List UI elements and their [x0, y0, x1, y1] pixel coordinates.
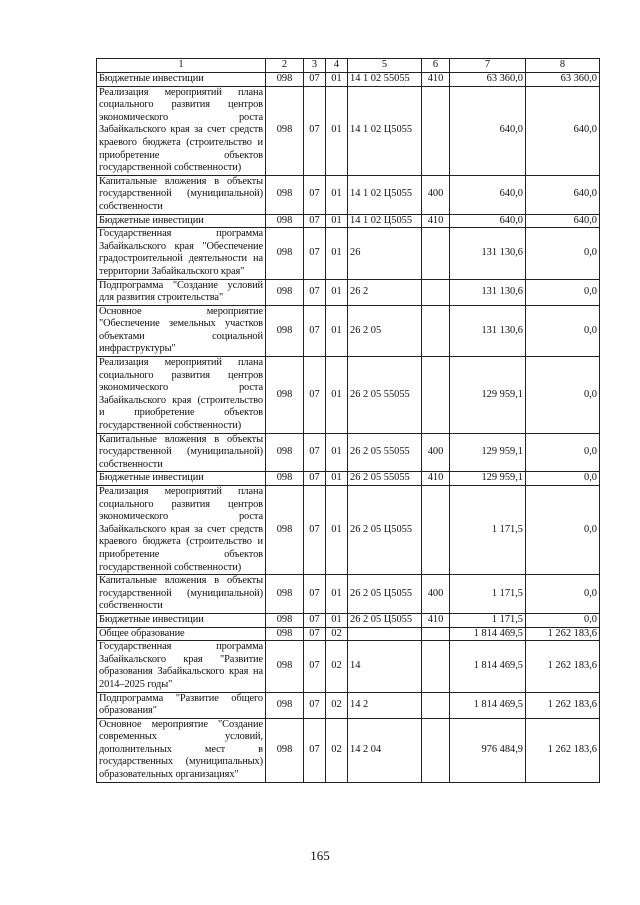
table-row: [97, 627, 600, 641]
cell-section-code: 07: [304, 472, 326, 486]
cell-amount-col7: 640,0: [450, 86, 526, 175]
cell-expense-type: [422, 305, 450, 356]
cell-amount-col8: 1 262 183,6: [526, 692, 600, 718]
cell-section-code: 07: [304, 214, 326, 228]
cell-amount-col7: 640,0: [450, 175, 526, 214]
cell-amount-col8: 0,0: [526, 279, 600, 305]
row-description: Общее образование: [97, 627, 266, 641]
cell-ministry-code: 098: [266, 175, 304, 214]
cell-expense-type: [422, 486, 450, 575]
column-header: 6: [422, 59, 450, 73]
row-description: Государственная программа Забайкальского края "Обеспечение градостроительной деятельности на территории Забайкальского края": [97, 228, 266, 279]
cell-target-article: 14 1 02 Ц5055: [348, 214, 422, 228]
table-row: [97, 718, 600, 782]
table-row: [97, 575, 600, 614]
cell-section-code: 07: [304, 575, 326, 614]
cell-subsection-code: 02: [326, 627, 348, 641]
column-header: 5: [348, 59, 422, 73]
table-row: [97, 472, 600, 486]
column-header: 3: [304, 59, 326, 73]
cell-amount-col7: 1 171,5: [450, 486, 526, 575]
cell-amount-col8: 0,0: [526, 433, 600, 472]
cell-subsection-code: 01: [326, 279, 348, 305]
cell-target-article: 14 1 02 Ц5055: [348, 86, 422, 175]
cell-section-code: 07: [304, 486, 326, 575]
cell-ministry-code: 098: [266, 627, 304, 641]
column-header: 2: [266, 59, 304, 73]
row-description: Реализация мероприятий плана социального развития центров экономического роста Забайкальского края за счет средств краевого бюджета (строительство и приобретение объектов государственной собственности): [97, 486, 266, 575]
cell-expense-type: [422, 279, 450, 305]
cell-section-code: 07: [304, 357, 326, 434]
cell-section-code: 07: [304, 613, 326, 627]
cell-amount-col8: 1 262 183,6: [526, 718, 600, 782]
table-row: [97, 613, 600, 627]
cell-section-code: 07: [304, 641, 326, 692]
cell-amount-col8: 1 262 183,6: [526, 641, 600, 692]
cell-subsection-code: 01: [326, 472, 348, 486]
cell-expense-type: 410: [422, 472, 450, 486]
column-header: 8: [526, 59, 600, 73]
cell-amount-col7: 129 959,1: [450, 433, 526, 472]
cell-amount-col8: 0,0: [526, 613, 600, 627]
cell-subsection-code: 01: [326, 228, 348, 279]
row-description: Подпрограмма "Создание условий для развития строительства": [97, 279, 266, 305]
cell-expense-type: [422, 627, 450, 641]
cell-expense-type: 400: [422, 575, 450, 614]
table-row: [97, 73, 600, 87]
row-description: Бюджетные инвестиции: [97, 73, 266, 87]
cell-expense-type: [422, 86, 450, 175]
cell-amount-col7: 131 130,6: [450, 228, 526, 279]
cell-target-article: 26 2 05 Ц5055: [348, 575, 422, 614]
cell-expense-type: 400: [422, 175, 450, 214]
row-description: Бюджетные инвестиции: [97, 613, 266, 627]
cell-amount-col7: 1 814 469,5: [450, 641, 526, 692]
cell-target-article: [348, 627, 422, 641]
cell-subsection-code: 01: [326, 486, 348, 575]
cell-amount-col8: 0,0: [526, 472, 600, 486]
cell-section-code: 07: [304, 175, 326, 214]
cell-subsection-code: 01: [326, 305, 348, 356]
table-row: [97, 357, 600, 434]
cell-subsection-code: 01: [326, 73, 348, 87]
cell-section-code: 07: [304, 228, 326, 279]
cell-amount-col8: 63 360,0: [526, 73, 600, 87]
table-row: [97, 641, 600, 692]
row-description: Подпрограмма "Развитие общего образования": [97, 692, 266, 718]
cell-amount-col8: 1 262 183,6: [526, 627, 600, 641]
column-header: 4: [326, 59, 348, 73]
cell-ministry-code: 098: [266, 486, 304, 575]
cell-target-article: 26 2 05: [348, 305, 422, 356]
cell-ministry-code: 098: [266, 472, 304, 486]
cell-section-code: 07: [304, 692, 326, 718]
cell-amount-col7: 129 959,1: [450, 472, 526, 486]
cell-ministry-code: 098: [266, 575, 304, 614]
cell-amount-col8: 0,0: [526, 357, 600, 434]
header-row: [97, 59, 600, 73]
cell-expense-type: [422, 228, 450, 279]
row-description: Реализация мероприятий плана социального развития центров экономического роста Забайкальского края за счет средств краевого бюджета (строительство и приобретение объектов государственной собственности): [97, 86, 266, 175]
cell-subsection-code: 02: [326, 692, 348, 718]
cell-amount-col7: 1 171,5: [450, 613, 526, 627]
cell-amount-col7: 131 130,6: [450, 305, 526, 356]
cell-section-code: 07: [304, 73, 326, 87]
cell-target-article: 14: [348, 641, 422, 692]
column-header: 7: [450, 59, 526, 73]
cell-amount-col8: 640,0: [526, 175, 600, 214]
cell-ministry-code: 098: [266, 613, 304, 627]
cell-ministry-code: 098: [266, 73, 304, 87]
cell-target-article: 26 2 05 55055: [348, 472, 422, 486]
row-description: Бюджетные инвестиции: [97, 472, 266, 486]
cell-amount-col7: 1 171,5: [450, 575, 526, 614]
cell-ministry-code: 098: [266, 433, 304, 472]
table-row: [97, 214, 600, 228]
cell-amount-col7: 1 814 469,5: [450, 627, 526, 641]
table-row: [97, 279, 600, 305]
cell-ministry-code: 098: [266, 279, 304, 305]
cell-expense-type: [422, 357, 450, 434]
cell-expense-type: [422, 641, 450, 692]
cell-target-article: 26 2 05 55055: [348, 357, 422, 434]
row-description: Капитальные вложения в объекты государственной (муниципальной) собственности: [97, 575, 266, 614]
cell-ministry-code: 098: [266, 641, 304, 692]
row-description: Капитальные вложения в объекты государственной (муниципальной) собственности: [97, 175, 266, 214]
cell-ministry-code: 098: [266, 692, 304, 718]
cell-target-article: 26 2 05 Ц5055: [348, 613, 422, 627]
cell-subsection-code: 01: [326, 613, 348, 627]
table-row: [97, 175, 600, 214]
cell-ministry-code: 098: [266, 228, 304, 279]
row-description: Капитальные вложения в объекты государственной (муниципальной) собственности: [97, 433, 266, 472]
cell-amount-col7: 131 130,6: [450, 279, 526, 305]
cell-subsection-code: 01: [326, 357, 348, 434]
cell-section-code: 07: [304, 718, 326, 782]
cell-ministry-code: 098: [266, 86, 304, 175]
table-row: [97, 228, 600, 279]
cell-subsection-code: 01: [326, 433, 348, 472]
cell-amount-col7: 63 360,0: [450, 73, 526, 87]
cell-subsection-code: 02: [326, 641, 348, 692]
cell-expense-type: 410: [422, 613, 450, 627]
cell-amount-col7: 640,0: [450, 214, 526, 228]
row-description: Бюджетные инвестиции: [97, 214, 266, 228]
cell-amount-col8: 0,0: [526, 486, 600, 575]
cell-ministry-code: 098: [266, 718, 304, 782]
cell-amount-col8: 0,0: [526, 228, 600, 279]
cell-target-article: 14 2 04: [348, 718, 422, 782]
cell-amount-col7: 976 484,9: [450, 718, 526, 782]
cell-expense-type: 400: [422, 433, 450, 472]
cell-section-code: 07: [304, 627, 326, 641]
cell-amount-col8: 640,0: [526, 214, 600, 228]
cell-section-code: 07: [304, 433, 326, 472]
cell-section-code: 07: [304, 86, 326, 175]
cell-subsection-code: 02: [326, 718, 348, 782]
cell-target-article: 26 2 05 55055: [348, 433, 422, 472]
cell-section-code: 07: [304, 279, 326, 305]
cell-ministry-code: 098: [266, 305, 304, 356]
table-row: [97, 86, 600, 175]
cell-expense-type: 410: [422, 73, 450, 87]
cell-ministry-code: 098: [266, 214, 304, 228]
table-row: [97, 692, 600, 718]
cell-expense-type: [422, 718, 450, 782]
cell-target-article: 14 1 02 Ц5055: [348, 175, 422, 214]
table-row: [97, 433, 600, 472]
row-description: Основное мероприятие "Создание современных условий, дополнительных мест в государственных (муниципальных) образовательных организациях": [97, 718, 266, 782]
cell-target-article: 14 1 02 55055: [348, 73, 422, 87]
cell-amount-col7: 1 814 469,5: [450, 692, 526, 718]
cell-expense-type: [422, 692, 450, 718]
cell-subsection-code: 01: [326, 575, 348, 614]
row-description: Государственная программа Забайкальского края "Развитие образования Забайкальского края на 2014–2025 годы": [97, 641, 266, 692]
cell-ministry-code: 098: [266, 357, 304, 434]
cell-amount-col8: 0,0: [526, 575, 600, 614]
column-header: 1: [97, 59, 266, 73]
cell-amount-col8: 640,0: [526, 86, 600, 175]
row-description: Основное мероприятие "Обеспечение земельных участков объектами социальной инфраструктуры": [97, 305, 266, 356]
cell-section-code: 07: [304, 305, 326, 356]
cell-subsection-code: 01: [326, 175, 348, 214]
budget-table: [96, 58, 600, 783]
page-number: 165: [310, 848, 330, 863]
cell-subsection-code: 01: [326, 86, 348, 175]
cell-expense-type: 410: [422, 214, 450, 228]
row-description: Реализация мероприятий плана социального развития центров экономического роста Забайкальского края (строительство и приобретение объектов государственной собственности): [97, 357, 266, 434]
cell-target-article: 26: [348, 228, 422, 279]
cell-target-article: 26 2 05 Ц5055: [348, 486, 422, 575]
cell-target-article: 26 2: [348, 279, 422, 305]
cell-target-article: 14 2: [348, 692, 422, 718]
table-row: [97, 305, 600, 356]
table-row: [97, 486, 600, 575]
cell-subsection-code: 01: [326, 214, 348, 228]
cell-amount-col8: 0,0: [526, 305, 600, 356]
table-body: [97, 59, 600, 783]
cell-amount-col7: 129 959,1: [450, 357, 526, 434]
